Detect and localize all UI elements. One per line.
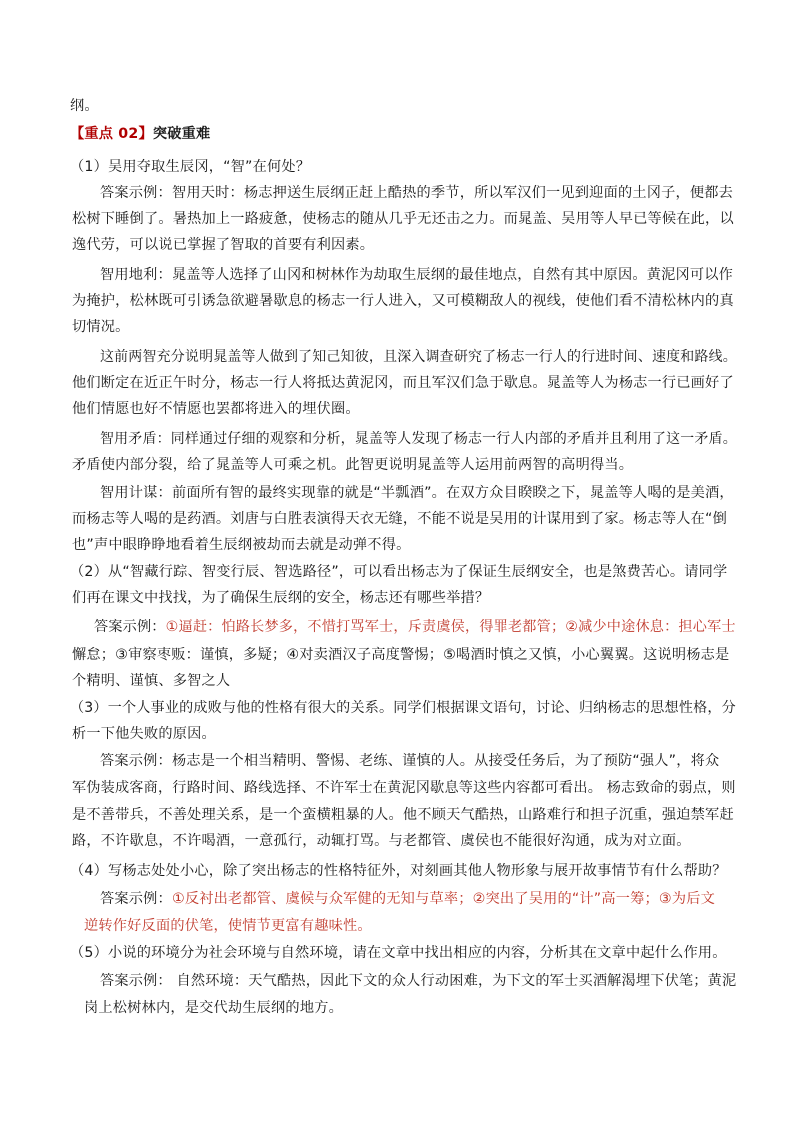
heading-label: 重点 02 [84,126,139,142]
question-1: （1）吴用夺取生辰冈，“智”在何处？ [70,159,311,175]
text-line: 他们断定在近正午时分，杨志一行人将抵达黄泥冈，而且军汉们急于歇息。晁盖等人为杨志一行已画好了 [72,375,734,391]
question-3-cont: 析一下他失败的原因。 [72,726,216,742]
answer-2-line [94,617,736,637]
text-line: 岗上松树林内，是交代劫生辰纲的地方。 [84,1000,343,1016]
text-line: 是不善带兵，不善处理关系，是一个蛮横粗暴的人。他不顾天气酷热，山路难行和担子沉重，强迫禁军赶 [72,807,734,823]
text-line: 个精明、谨慎、多智之人 [72,673,231,689]
text-line: 逸代劳，可以说已掌握了智取的首要有利因素。 [72,237,375,253]
section-heading [70,124,210,144]
question-2-cont: 们再在课文中找找，为了确保生辰纲的安全，杨志还有哪些举措？ [72,590,490,606]
heading-bracket-open: 【 [70,126,85,142]
answer-highlight: ①反衬出老都管、虞候与众军健的无知与草率；②突出了吴用的“计”高一筹；③为后文 [171,891,715,907]
text-line: 松树下睡倒了。暑热加上一路疲惫，使杨志的随从几乎无还击之力。而晁盖、吴用等人早已等候在此，以 [72,211,734,227]
text-line: 矛盾使内部分裂，给了晁盖等人可乘之机。此智更说明晁盖等人运用前两智的高明得当。 [72,457,634,473]
text-line: 而杨志等人喝的是药酒。刘唐与白胜表演得天衣无缝，不能不说是吴用的计谋用到了家。杨志等人在“倒 [72,511,727,527]
heading-bracket-close: 】 [138,126,153,142]
text-line: 纲。 [70,98,99,114]
text-line: 答案示例： 自然环境：天气酷热，因此下文的众人行动困难，为下文的军士买酒解渴埋下伏笔；黄泥 [100,973,737,989]
text-line: 这前两智充分说明晁盖等人做到了知己知彼，且深入调查研究了杨志一行人的行进时间、速度和路线。 [100,349,737,365]
text-line: 也”声中眼睁睁地看着生辰纲被劫而去就是动弹不得。 [72,537,411,553]
question-4: （4）写杨志处处小心，除了突出杨志的性格特征外，对刻画其他人物形象与展开故事情节有什么帮助？ [70,863,727,879]
text-line: 为掩护，松林既可引诱急欲避暑歇息的杨志一行人进入，又可模糊敌人的视线，使他们看不清松林内的真 [72,293,734,309]
text-line: 军伪装成客商，行路时间、路线选择、不许军士在黄泥冈歇息等这些内容都可看出。 杨志致命的弱点，则 [72,780,736,796]
question-3: （3）一个人事业的成败与他的性格有很大的关系。同学们根据课文语句，讨论、归纳杨志的思想性格，分 [70,700,736,716]
text-line: 答案示例：杨志是一个相当精明、警惕、老练、谨慎的人。从接受任务后，为了预防“强人”，将众 [100,753,720,769]
text-line: 智用计谋：前面所有智的最终实现靠的就是“半瓢酒”。在双方众目睽睽之下，晁盖等人喝的是美酒， [100,485,734,501]
text-line: 切情况。 [72,319,130,335]
answer-highlight: ①逼赶：怕路长梦多，不惜打骂军士，斥责虞侯，得罪老都管；②减少中途休息：担心军士 [165,619,736,635]
text-line: 智用地利：晁盖等人选择了山冈和树林作为劫取生辰纲的最佳地点，自然有其中原因。黄泥冈可以作 [100,267,734,283]
text-line: 答案示例：智用天时：杨志押送生辰纲正赶上酷热的季节，所以军汉们一见到迎面的土冈子，便都去 [100,185,734,201]
answer-prefix: 答案示例： [94,619,166,635]
answer-prefix: 答案示例： [100,891,172,907]
question-2: （2）从“智藏行踪、智变行辰、智选路径”，可以看出杨志为了保证生辰纲安全，也是煞费苦心。请同学 [70,564,728,580]
text-line: 路，不许歇息，不许喝酒，一意孤行，动辄打骂。与老都管、虞侯也不能很好沟通，成为对立面。 [72,833,691,849]
heading-title: 突破重难 [152,126,211,142]
text-line: 智用矛盾：同样通过仔细的观察和分析，晁盖等人发现了杨志一行人内部的矛盾并且利用了这一矛盾。 [100,431,737,447]
question-5: （5）小说的环境分为社会环境与自然环境，请在文章中找出相应的内容，分析其在文章中起什么作用。 [70,945,727,961]
text-line: 懈怠；③审察枣贩：谨慎，多疑；④对卖酒汉子高度警惕；⑤喝酒时慎之又慎，小心翼翼。这说明杨志是 [72,647,730,663]
text-line: 他们情愿也好不情愿也罢都将进入的埋伏圈。 [72,401,360,417]
answer-4-cont: 逆转作好反面的伏笔，使情节更富有趣味性。 [84,918,372,934]
answer-4-line [100,889,715,909]
